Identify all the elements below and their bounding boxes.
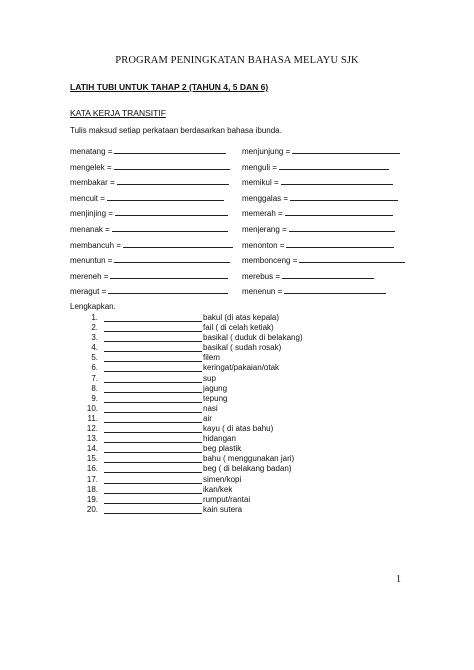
- answer-blank[interactable]: [104, 415, 202, 423]
- item-number: 13.: [86, 434, 98, 444]
- section-heading: KATA KERJA TRANSITIF: [70, 108, 166, 118]
- instruction-text: Tulis maksud setiap perkataan berdasarkan bahasa ibunda.: [70, 126, 282, 135]
- item-text: fail ( di celah ketiak): [203, 323, 274, 333]
- left-word-label: menuntun =: [70, 256, 113, 266]
- answer-blank[interactable]: [104, 395, 202, 403]
- item-number: 14.: [86, 444, 98, 454]
- item-number: 16.: [86, 464, 98, 474]
- word-pair-row: [70, 207, 410, 223]
- answer-blank[interactable]: [292, 145, 400, 154]
- left-word-label: menjinjing =: [70, 209, 113, 219]
- answer-blank[interactable]: [104, 486, 202, 494]
- answer-blank[interactable]: [104, 496, 202, 504]
- item-number: 7.: [91, 373, 98, 383]
- answer-blank[interactable]: [114, 254, 230, 263]
- left-word: [70, 285, 228, 296]
- answer-blank[interactable]: [104, 465, 202, 473]
- right-word-label: memerah =: [242, 209, 283, 219]
- answer-blank[interactable]: [104, 354, 202, 362]
- answer-blank[interactable]: [281, 176, 393, 185]
- item-number: 17.: [86, 474, 98, 484]
- left-word-label: mencuit =: [70, 193, 105, 203]
- answer-blank[interactable]: [104, 445, 202, 453]
- item-number: 15.: [86, 454, 98, 464]
- word-pair-row: [70, 161, 410, 177]
- item-text: jagung: [203, 383, 228, 393]
- left-word: [70, 239, 233, 250]
- answer-blank[interactable]: [104, 334, 202, 342]
- item-text: simen/kopi: [203, 474, 242, 484]
- left-word: [70, 223, 228, 234]
- item-text: tepung: [203, 393, 228, 403]
- right-word-label: merebus =: [242, 271, 281, 281]
- answer-blank[interactable]: [299, 254, 405, 263]
- item-text: nasi: [203, 403, 218, 413]
- item-text: basikal ( duduk di belakang): [203, 333, 303, 343]
- left-word: [70, 207, 228, 218]
- right-word: [242, 176, 393, 187]
- left-word-label: menatang =: [70, 147, 113, 156]
- left-word-label: membakar =: [70, 178, 115, 188]
- answer-blank[interactable]: [107, 192, 224, 201]
- left-word-label: mereneh =: [70, 271, 109, 281]
- answer-blank[interactable]: [104, 405, 202, 413]
- answer-blank[interactable]: [104, 364, 202, 372]
- item-number: 4.: [91, 343, 98, 353]
- left-word: [70, 192, 224, 203]
- left-word: [70, 254, 230, 265]
- item-text: beg ( di belakang badan): [203, 464, 292, 474]
- answer-blank[interactable]: [114, 145, 226, 154]
- item-number: 11.: [87, 413, 98, 423]
- right-word: [242, 239, 394, 250]
- item-number: 19.: [86, 494, 98, 504]
- answer-blank[interactable]: [104, 476, 202, 484]
- left-word: [70, 176, 229, 187]
- item-text: beg plastik: [203, 444, 242, 454]
- left-word-label: menanak =: [70, 224, 110, 234]
- item-text: kain sutera: [203, 504, 243, 514]
- answer-blank[interactable]: [104, 435, 202, 443]
- word-pair-row: [70, 145, 410, 161]
- left-word: [70, 270, 228, 281]
- answer-blank[interactable]: [285, 207, 393, 216]
- answer-blank[interactable]: [112, 223, 228, 232]
- item-text: filem: [203, 353, 220, 363]
- lengkapkan-label: Lengkapkan.: [70, 302, 116, 311]
- right-word: [242, 270, 374, 281]
- left-word: [70, 145, 226, 156]
- item-text: air: [203, 413, 212, 423]
- left-word-label: mengelek =: [70, 162, 112, 172]
- answer-blank[interactable]: [279, 161, 389, 170]
- page-number: 1: [396, 574, 401, 585]
- word-pair-row: [70, 285, 410, 301]
- answer-blank[interactable]: [117, 176, 229, 185]
- answer-blank[interactable]: [114, 161, 230, 170]
- item-number: 10.: [86, 403, 98, 413]
- item-number: 12.: [86, 424, 98, 434]
- right-word-label: menjerang =: [242, 224, 287, 234]
- word-pair-row: [70, 176, 410, 192]
- left-word-label: meragut =: [70, 287, 107, 297]
- right-word-label: menggalas =: [242, 193, 289, 203]
- page-title: PROGRAM PENINGKATAN BAHASA MELAYU SJK: [115, 55, 359, 66]
- answer-blank[interactable]: [104, 506, 202, 514]
- right-word: [242, 254, 405, 265]
- right-word: [242, 207, 393, 218]
- right-word: [242, 145, 400, 156]
- item-number: 6.: [91, 363, 98, 373]
- answer-blank[interactable]: [123, 239, 233, 248]
- item-text: hidangan: [203, 434, 236, 444]
- word-pair-row: [70, 254, 410, 270]
- item-text: ikan/kek: [203, 484, 233, 494]
- word-pair-row: [70, 239, 410, 255]
- right-word-label: menguli =: [242, 162, 277, 172]
- answer-blank[interactable]: [104, 425, 202, 433]
- item-text: keringat/pakaian/otak: [203, 363, 280, 373]
- item-text: kayu ( di atas bahu): [203, 424, 274, 434]
- answer-blank[interactable]: [110, 270, 228, 279]
- answer-blank[interactable]: [104, 375, 202, 383]
- item-text: basikal ( sudah rosak): [203, 343, 282, 353]
- word-pairs-list: [70, 145, 410, 301]
- word-pair-row: [70, 223, 410, 239]
- item-number: 20.: [86, 504, 98, 514]
- right-word-label: menjunjung =: [242, 147, 291, 156]
- item-number: 8.: [91, 383, 98, 393]
- answer-blank[interactable]: [104, 385, 202, 393]
- item-number: 9.: [91, 393, 98, 403]
- left-word: [70, 161, 230, 172]
- answer-blank[interactable]: [104, 344, 202, 352]
- answer-blank[interactable]: [284, 285, 386, 294]
- item-text: rumput/rantai: [203, 494, 251, 504]
- answer-blank[interactable]: [108, 285, 228, 294]
- item-text: bahu ( menggunakan jari): [203, 454, 295, 464]
- item-text: bakul (di atas kepala): [203, 313, 280, 322]
- answer-blank[interactable]: [104, 314, 202, 322]
- right-word-label: membonceng =: [242, 256, 298, 266]
- item-text: sup: [203, 373, 216, 383]
- right-word: [242, 192, 398, 203]
- item-number: 2.: [91, 323, 98, 333]
- answer-blank[interactable]: [104, 455, 202, 463]
- word-pair-row: [70, 270, 410, 286]
- answer-blank[interactable]: [115, 207, 228, 216]
- right-word: [242, 285, 386, 296]
- item-number: 5.: [91, 353, 98, 363]
- answer-blank[interactable]: [104, 324, 202, 332]
- word-pair-row: [70, 192, 410, 208]
- right-word: [242, 223, 395, 234]
- answer-blank[interactable]: [286, 239, 394, 248]
- right-word: [242, 161, 389, 172]
- right-word-label: menenun =: [242, 287, 283, 297]
- right-word-label: menonton =: [242, 240, 285, 250]
- item-number: 3.: [91, 333, 98, 343]
- answer-blank[interactable]: [290, 192, 398, 201]
- answer-blank[interactable]: [282, 270, 374, 279]
- item-number: 1.: [91, 313, 98, 322]
- left-word-label: membancuh =: [70, 240, 121, 250]
- right-word-label: memikul =: [242, 178, 279, 188]
- item-number: 18.: [86, 484, 98, 494]
- exercise-subtitle: LATIH TUBI UNTUK TAHAP 2 (TAHUN 4, 5 DAN 6): [70, 82, 269, 92]
- answer-blank[interactable]: [289, 223, 395, 232]
